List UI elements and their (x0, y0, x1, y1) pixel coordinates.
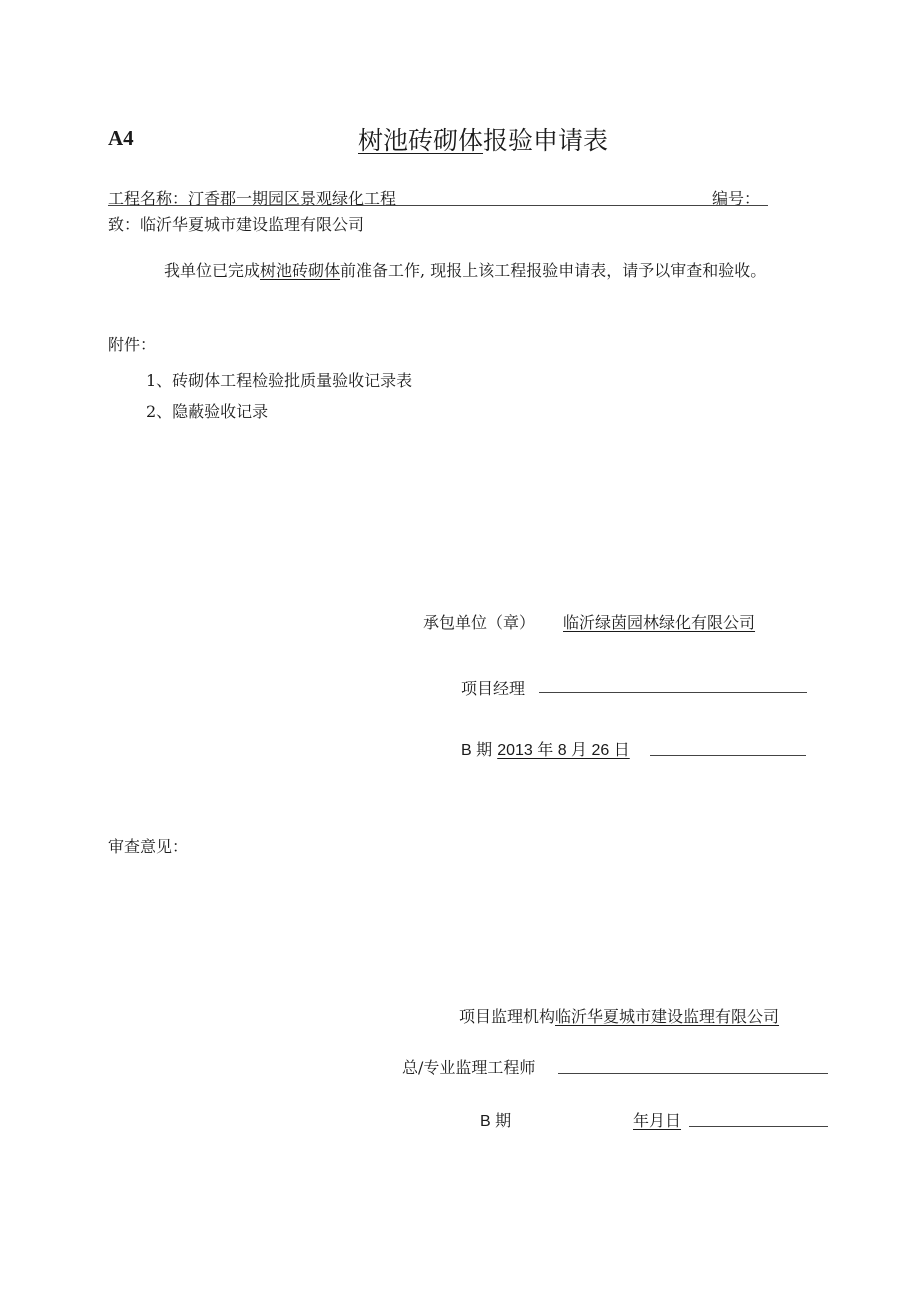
recipient-row (108, 212, 364, 235)
request-paragraph (108, 257, 830, 285)
contractor-row (423, 610, 755, 633)
request-post: 前准备工作, 现报上该工程报验申请表，请予以审查和验收。 (340, 261, 767, 280)
attachment-item: 1、砖砌体工程检验批质量验收记录表 (146, 371, 413, 390)
form-title (358, 121, 608, 157)
project-name-underline (108, 205, 768, 206)
contractor-label: 承包单位（章） (423, 613, 536, 632)
contractor-name: 临沂绿茵园林绿化有限公司 (563, 613, 756, 632)
recipient-label: 致： (108, 215, 141, 234)
project-manager-label: 项目经理 (461, 679, 526, 698)
supervision-org-name: 临沂华夏城市建设监理有限公司 (555, 1007, 780, 1026)
contractor-date-line[interactable] (650, 755, 806, 756)
supervising-engineer-signature-line[interactable] (558, 1073, 828, 1074)
supervising-engineer-label: 总/专业监理工程师 (402, 1058, 536, 1077)
form-title-subject: 树池砖砌体 (358, 126, 484, 155)
recipient-name: 临沂华夏城市建设监理有限公司 (140, 215, 365, 234)
supervision-date-value: 年月日 (633, 1111, 682, 1130)
supervision-org-label: 项目监理机构 (459, 1007, 556, 1026)
project-name-label: 工程名称： (108, 189, 189, 208)
contractor-date-value: 2013 年 8 月 26 日 (497, 742, 630, 759)
form-code: A4 (108, 126, 134, 150)
project-name-value: 汀香郡一期园区景观绿化工程 (188, 189, 397, 208)
contractor-date-row (461, 737, 630, 760)
request-subject: 树池砖砌体 (260, 261, 341, 280)
supervision-org-row (459, 1004, 779, 1027)
supervision-date-line[interactable] (689, 1126, 828, 1127)
review-opinion-label: 审查意见： (108, 837, 189, 856)
supervision-date-prefix: B 期 (480, 1113, 512, 1130)
form-title-rest: 报验申请表 (483, 126, 609, 155)
project-manager-signature-line[interactable] (539, 692, 807, 693)
contractor-date-prefix: B 期 (461, 742, 493, 759)
request-pre: 我单位已完成 (164, 261, 261, 280)
project-number-label: 编号： (712, 189, 761, 208)
attachment-item: 2、隐蔽验收记录 (146, 402, 269, 421)
attachments-label: 附件： (108, 335, 157, 354)
